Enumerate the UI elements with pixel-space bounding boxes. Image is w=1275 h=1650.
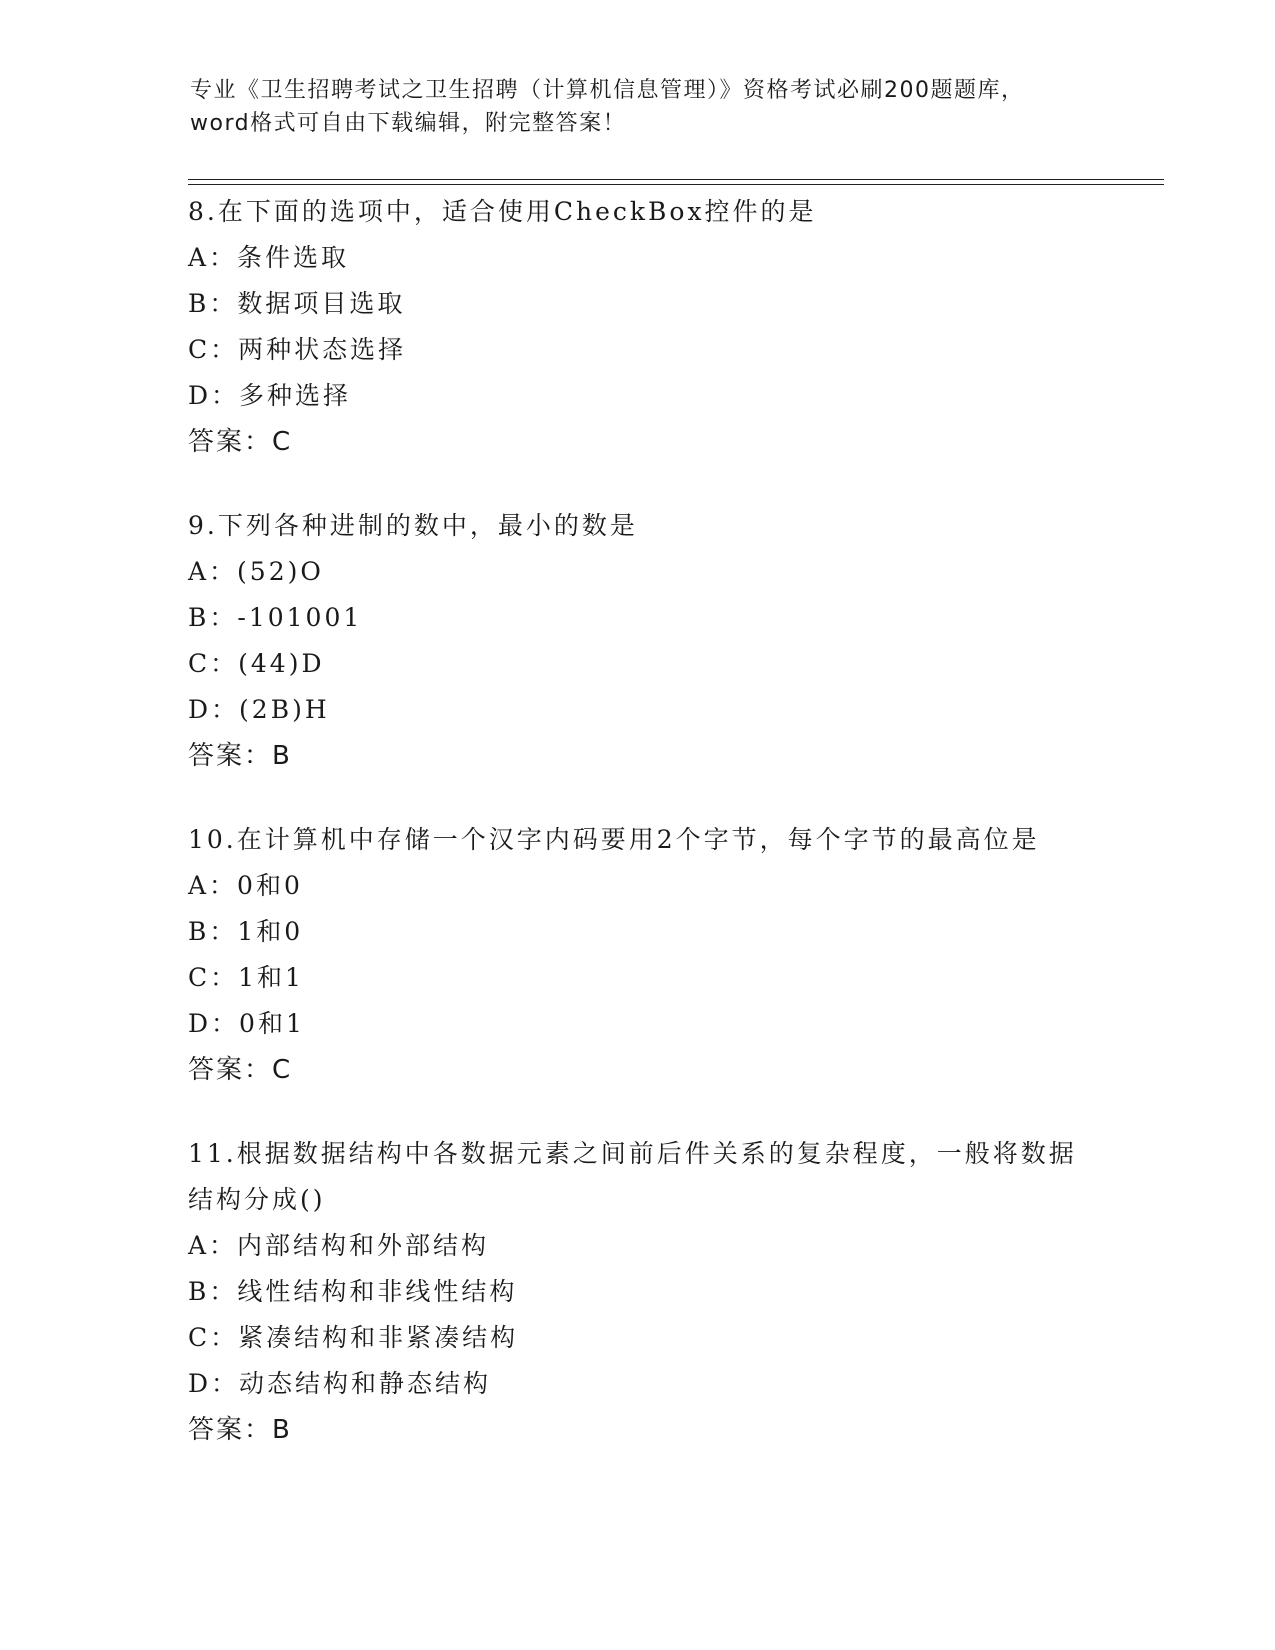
option-c: C：两种状态选择 (188, 335, 407, 364)
option-b: B：-101001 (188, 603, 363, 632)
option-c: C：1和1 (188, 963, 304, 992)
option-d: D：动态结构和静态结构 (188, 1369, 492, 1398)
question-list (188, 189, 1088, 1491)
option-b: B：数据项目选取 (188, 289, 406, 318)
answer-line (188, 1047, 1088, 1093)
option-b: B：1和0 (188, 917, 304, 946)
question-8 (188, 189, 1088, 465)
question-stem: 8.在下面的选项中，适合使用CheckBox控件的是 (188, 197, 817, 226)
answer-label: 答案： (188, 1415, 273, 1445)
answer-line (188, 419, 1088, 465)
option-d: D：(2B)H (188, 695, 330, 724)
answer-label: 答案： (188, 741, 273, 771)
answer-value: C (272, 427, 293, 457)
option-a: A：0和0 (188, 871, 303, 900)
option-a: A：条件选取 (188, 243, 350, 272)
option-d: D：多种选择 (188, 381, 352, 410)
document-header (190, 74, 1080, 140)
answer-label: 答案： (188, 1055, 273, 1085)
question-stem: 10.在计算机中存储一个汉字内码要用2个字节，每个字节的最高位是 (188, 825, 1040, 854)
option-c: C：紧凑结构和非紧凑结构 (188, 1323, 519, 1352)
answer-value: C (272, 1055, 293, 1085)
answer-value: B (272, 1415, 292, 1445)
question-stem: 9.下列各种进制的数中，最小的数是 (188, 511, 638, 540)
answer-label: 答案： (188, 427, 273, 457)
question-11 (188, 1131, 1088, 1453)
option-c: C：(44)D (188, 649, 325, 678)
question-9 (188, 503, 1088, 779)
option-d: D：0和1 (188, 1009, 305, 1038)
option-a: A：内部结构和外部结构 (188, 1231, 490, 1260)
option-b: B：线性结构和非线性结构 (188, 1277, 518, 1306)
question-stem: 11.根据数据结构中各数据元素之间前后件关系的复杂程度，一般将数据结构分成() (188, 1139, 1077, 1214)
answer-line (188, 1407, 1088, 1453)
question-10 (188, 817, 1088, 1093)
header-title-line-1: 专业《卫生招聘考试之卫生招聘（计算机信息管理）》资格考试必刷200题题库， (190, 78, 1025, 103)
header-divider-top (188, 179, 1164, 180)
header-divider-bottom (188, 184, 1164, 185)
answer-line (188, 733, 1088, 779)
header-title-line-2: word格式可自由下载编辑，附完整答案！ (190, 111, 627, 136)
answer-value: B (272, 741, 292, 771)
option-a: A：(52)O (188, 557, 324, 586)
